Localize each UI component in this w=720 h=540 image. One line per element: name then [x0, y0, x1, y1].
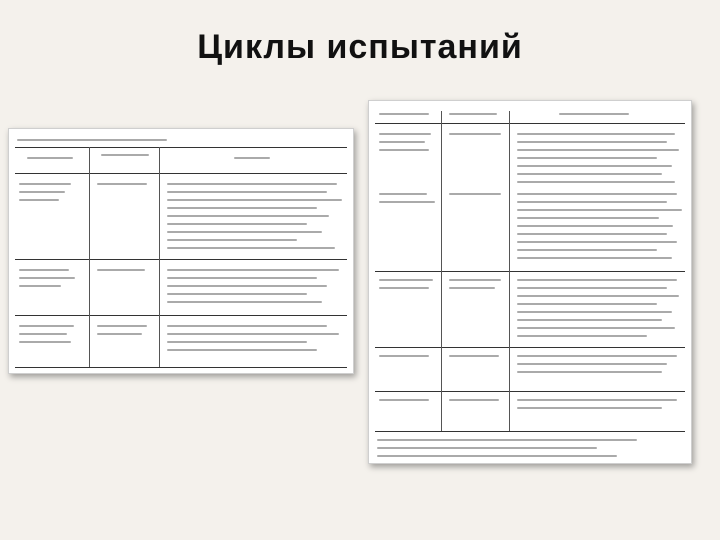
text-placeholder: [167, 231, 322, 233]
slide-title: Циклы испытаний: [197, 28, 523, 66]
text-placeholder: [517, 399, 677, 401]
table-rule: [15, 367, 347, 368]
text-placeholder: [167, 215, 329, 217]
text-placeholder: [19, 285, 61, 287]
table-rule: [375, 431, 685, 432]
text-placeholder: [449, 279, 501, 281]
text-placeholder: [517, 355, 677, 357]
text-placeholder: [234, 157, 270, 159]
text-placeholder: [517, 241, 677, 243]
text-placeholder: [517, 225, 673, 227]
text-placeholder: [379, 399, 429, 401]
text-placeholder: [517, 165, 672, 167]
text-placeholder: [19, 183, 71, 185]
table-rule: [375, 391, 685, 392]
text-placeholder: [167, 199, 342, 201]
text-placeholder: [517, 193, 677, 195]
text-placeholder: [517, 319, 662, 321]
text-placeholder: [379, 355, 429, 357]
text-placeholder: [379, 149, 429, 151]
text-placeholder: [379, 141, 425, 143]
text-placeholder: [379, 113, 429, 115]
text-placeholder: [19, 325, 74, 327]
text-placeholder: [167, 239, 297, 241]
table-column-rule: [159, 147, 160, 367]
text-placeholder: [517, 149, 679, 151]
text-placeholder: [449, 113, 497, 115]
text-placeholder: [27, 157, 73, 159]
text-placeholder: [19, 269, 69, 271]
right-table-scan: [368, 100, 692, 464]
text-placeholder: [517, 249, 657, 251]
text-placeholder: [97, 333, 142, 335]
text-placeholder: [517, 335, 647, 337]
table-rule: [15, 259, 347, 260]
text-placeholder: [167, 349, 317, 351]
text-placeholder: [517, 363, 667, 365]
text-placeholder: [167, 277, 317, 279]
text-placeholder: [19, 341, 71, 343]
text-placeholder: [19, 333, 67, 335]
text-placeholder: [167, 191, 327, 193]
text-placeholder: [517, 407, 662, 409]
text-placeholder: [517, 233, 667, 235]
table-column-rule: [89, 147, 90, 367]
text-placeholder: [377, 455, 617, 457]
text-placeholder: [167, 269, 339, 271]
text-placeholder: [167, 285, 327, 287]
text-placeholder: [167, 183, 337, 185]
text-placeholder: [167, 341, 307, 343]
text-placeholder: [517, 295, 679, 297]
text-placeholder: [449, 193, 501, 195]
text-placeholder: [449, 287, 495, 289]
text-placeholder: [167, 223, 307, 225]
text-placeholder: [97, 269, 145, 271]
text-placeholder: [379, 201, 435, 203]
text-placeholder: [517, 257, 672, 259]
text-placeholder: [19, 199, 59, 201]
text-placeholder: [167, 301, 322, 303]
text-placeholder: [379, 287, 429, 289]
text-placeholder: [167, 293, 307, 295]
text-placeholder: [449, 355, 499, 357]
table-rule: [375, 271, 685, 272]
text-placeholder: [97, 325, 147, 327]
table-rule: [375, 347, 685, 348]
text-placeholder: [517, 371, 662, 373]
table-rule: [375, 123, 685, 124]
text-placeholder: [377, 447, 597, 449]
text-placeholder: [379, 279, 433, 281]
text-placeholder: [167, 247, 335, 249]
text-placeholder: [517, 287, 667, 289]
text-placeholder: [559, 113, 629, 115]
text-placeholder: [517, 209, 682, 211]
text-placeholder: [101, 154, 149, 156]
text-placeholder: [517, 327, 675, 329]
text-placeholder: [449, 133, 501, 135]
text-placeholder: [379, 133, 431, 135]
text-placeholder: [517, 173, 662, 175]
table-column-rule: [441, 111, 442, 431]
text-placeholder: [97, 183, 147, 185]
text-placeholder: [517, 141, 667, 143]
text-placeholder: [379, 193, 427, 195]
text-placeholder: [19, 191, 65, 193]
text-placeholder: [377, 439, 637, 441]
text-placeholder: [517, 201, 667, 203]
table-column-rule: [509, 111, 510, 431]
text-placeholder: [17, 139, 167, 141]
text-placeholder: [517, 279, 677, 281]
text-placeholder: [517, 311, 672, 313]
table-rule: [15, 315, 347, 316]
text-placeholder: [19, 277, 75, 279]
text-placeholder: [517, 157, 657, 159]
text-placeholder: [517, 303, 657, 305]
text-placeholder: [517, 181, 675, 183]
text-placeholder: [167, 207, 317, 209]
text-placeholder: [167, 325, 327, 327]
text-placeholder: [449, 399, 499, 401]
text-placeholder: [517, 133, 675, 135]
left-table-scan: [8, 128, 354, 374]
table-rule: [15, 173, 347, 174]
text-placeholder: [517, 217, 659, 219]
text-placeholder: [167, 333, 339, 335]
table-rule: [15, 147, 347, 148]
